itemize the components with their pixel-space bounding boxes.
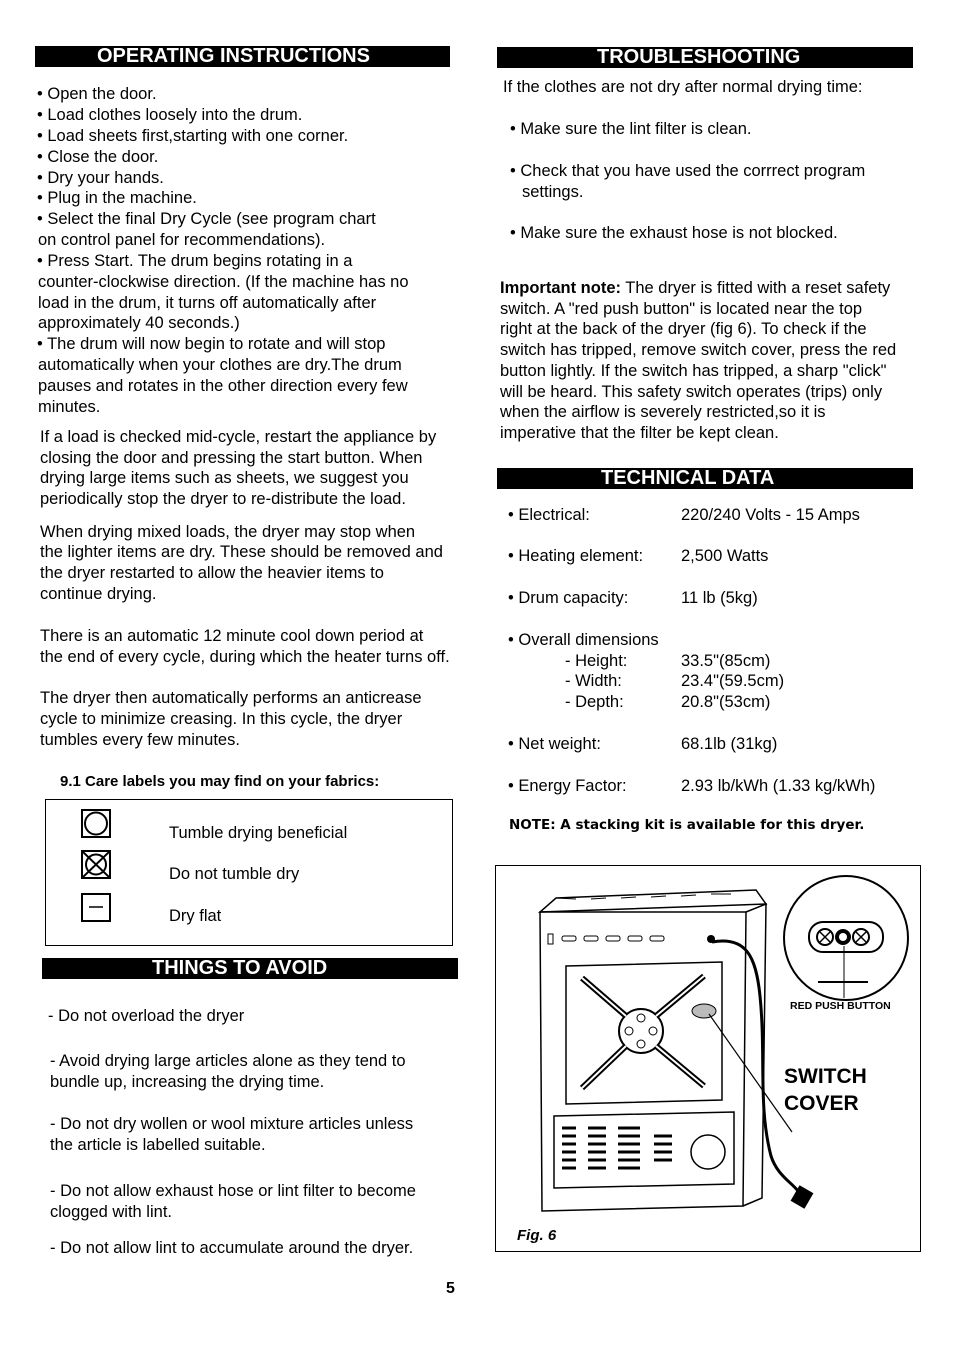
paragraph-line: the end of every cycle, during which the heater turns off. (40, 648, 450, 666)
operating-line: • Load sheets first,starting with one corner. (37, 127, 349, 145)
troubleshooting-intro: If the clothes are not dry after normal drying time: (503, 78, 863, 96)
paragraph-line: If a load is checked mid-cycle, restart the appliance by (40, 428, 437, 446)
paragraph-line: When drying mixed loads, the dryer may stop when (40, 523, 416, 541)
tech-label: • Overall dimensions (508, 631, 659, 649)
troubleshooting-item: settings. (522, 183, 584, 201)
avoid-item: - Do not overload the dryer (48, 1007, 245, 1025)
tech-value: 2.93 lb/kWh (1.33 kg/kWh) (681, 777, 876, 795)
important-note-line: button lightly. If the switch has tripped, a sharp "click" (500, 362, 887, 380)
operating-line: pauses and rotates in the other direction every few (38, 377, 408, 395)
tech-label: • Energy Factor: (508, 777, 627, 795)
operating-line: • Select the final Dry Cycle (see program chart (37, 210, 376, 228)
technical-data-heading: TECHNICAL DATA (497, 468, 913, 489)
troubleshooting-item: • Make sure the exhaust hose is not blocked. (510, 224, 838, 242)
dry-flat-icon (81, 893, 111, 922)
avoid-item: - Do not allow lint to accumulate around the dryer. (50, 1239, 414, 1257)
tech-label: • Net weight: (508, 735, 601, 753)
dryer-figure (495, 865, 921, 1252)
tech-value: 2,500 Watts (681, 547, 769, 565)
care-label-text: Tumble drying beneficial (169, 824, 348, 842)
avoid-item: bundle up, increasing the drying time. (50, 1073, 325, 1091)
tech-value: 23.4"(59.5cm) (681, 672, 785, 690)
operating-line: on control panel for recommendations). (38, 231, 326, 249)
stacking-kit-note: NOTE: A stacking kit is available for this dryer. (509, 817, 865, 833)
paragraph-line: closing the door and pressing the start button. When (40, 449, 423, 467)
important-note-line (500, 278, 890, 299)
operating-line: • Open the door. (37, 85, 157, 103)
paragraph-line: tumbles every few minutes. (40, 731, 240, 749)
important-note-label: Important note: (500, 279, 621, 297)
tech-value: 220/240 Volts - 15 Amps (681, 506, 860, 524)
important-note-line: imperative that the filter be kept clean. (500, 424, 779, 442)
paragraph-line: periodically stop the dryer to re-distribute the load. (40, 490, 406, 508)
important-note-line: when the airflow is severely restricted,so it is (500, 403, 826, 421)
troubleshooting-heading: TROUBLESHOOTING (497, 47, 913, 68)
tech-value: 68.1lb (31kg) (681, 735, 778, 753)
paragraph-line: drying large items such as sheets, we suggest you (40, 469, 409, 487)
important-note-line: switch. A "red push button" is located near the top (500, 300, 863, 318)
operating-instructions-heading: OPERATING INSTRUCTIONS (35, 46, 450, 67)
dryer-illustration (496, 866, 920, 1251)
tech-label: • Electrical: (508, 506, 590, 524)
troubleshooting-item: • Check that you have used the corrrect program (510, 162, 866, 180)
tech-label: - Depth: (565, 693, 624, 711)
important-note-line: will be heard. This safety switch operates (trips) only (500, 383, 883, 401)
tech-value: 11 lb (5kg) (681, 589, 758, 607)
switch-cover-label-line-2: COVER (784, 1092, 859, 1115)
paragraph-line: The dryer then automatically performs an anticrease (40, 689, 422, 707)
tumble-dry-icon (81, 809, 111, 838)
paragraph-line: the dryer restarted to allow the heavier items to (40, 564, 384, 582)
care-labels-heading: 9.1 Care labels you may find on your fabrics: (60, 773, 380, 790)
operating-line: • Plug in the machine. (37, 189, 197, 207)
operating-line: • Press Start. The drum begins rotating in a (37, 252, 353, 270)
things-to-avoid-heading: THINGS TO AVOID (42, 958, 458, 979)
care-labels-box (45, 799, 453, 946)
avoid-item: - Do not allow exhaust hose or lint filter to become (50, 1182, 416, 1200)
important-note-line: right at the back of the dryer (fig 6). To check if the (500, 320, 867, 338)
tech-label: • Drum capacity: (508, 589, 629, 607)
avoid-item: - Do not dry wollen or wool mixture articles unless (50, 1115, 414, 1133)
operating-line: counter-clockwise direction. (If the machine has no (38, 273, 409, 291)
important-note-text: The dryer is fitted with a reset safety (621, 279, 891, 297)
operating-line: • Load clothes loosely into the drum. (37, 106, 303, 124)
red-push-button-label: RED PUSH BUTTON (790, 1000, 891, 1012)
operating-line: load in the drum, it turns off automatically after (38, 294, 377, 312)
paragraph-line: There is an automatic 12 minute cool down period at (40, 627, 424, 645)
avoid-item: - Avoid drying large articles alone as they tend to (50, 1052, 406, 1070)
tech-value: 20.8"(53cm) (681, 693, 771, 711)
operating-line: approximately 40 seconds.) (38, 314, 240, 332)
page-number: 5 (446, 1280, 455, 1297)
paragraph-line: continue drying. (40, 585, 157, 603)
do-not-tumble-dry-icon (81, 850, 111, 879)
figure-caption: Fig. 6 (517, 1227, 557, 1244)
care-label-text: Dry flat (169, 907, 222, 925)
care-label-text: Do not tumble dry (169, 865, 300, 883)
switch-cover-label-line-1: SWITCH (784, 1065, 867, 1088)
tech-label: - Width: (565, 672, 622, 690)
tech-value: 33.5"(85cm) (681, 652, 771, 670)
avoid-item: clogged with lint. (50, 1203, 172, 1221)
operating-line: • Close the door. (37, 148, 159, 166)
avoid-item: the article is labelled suitable. (50, 1136, 266, 1154)
operating-line: • Dry your hands. (37, 169, 164, 187)
operating-line: • The drum will now begin to rotate and will stop (37, 335, 386, 353)
important-note-line: switch has tripped, remove switch cover, press the red (500, 341, 897, 359)
paragraph-line: cycle to minimize creasing. In this cycle, the dryer (40, 710, 403, 728)
troubleshooting-item: • Make sure the lint filter is clean. (510, 120, 752, 138)
tech-label: • Heating element: (508, 547, 644, 565)
operating-line: minutes. (38, 398, 101, 416)
operating-line: automatically when your clothes are dry.The drum (38, 356, 402, 374)
tech-label: - Height: (565, 652, 628, 670)
paragraph-line: the lighter items are dry. These should be removed and (40, 543, 443, 561)
